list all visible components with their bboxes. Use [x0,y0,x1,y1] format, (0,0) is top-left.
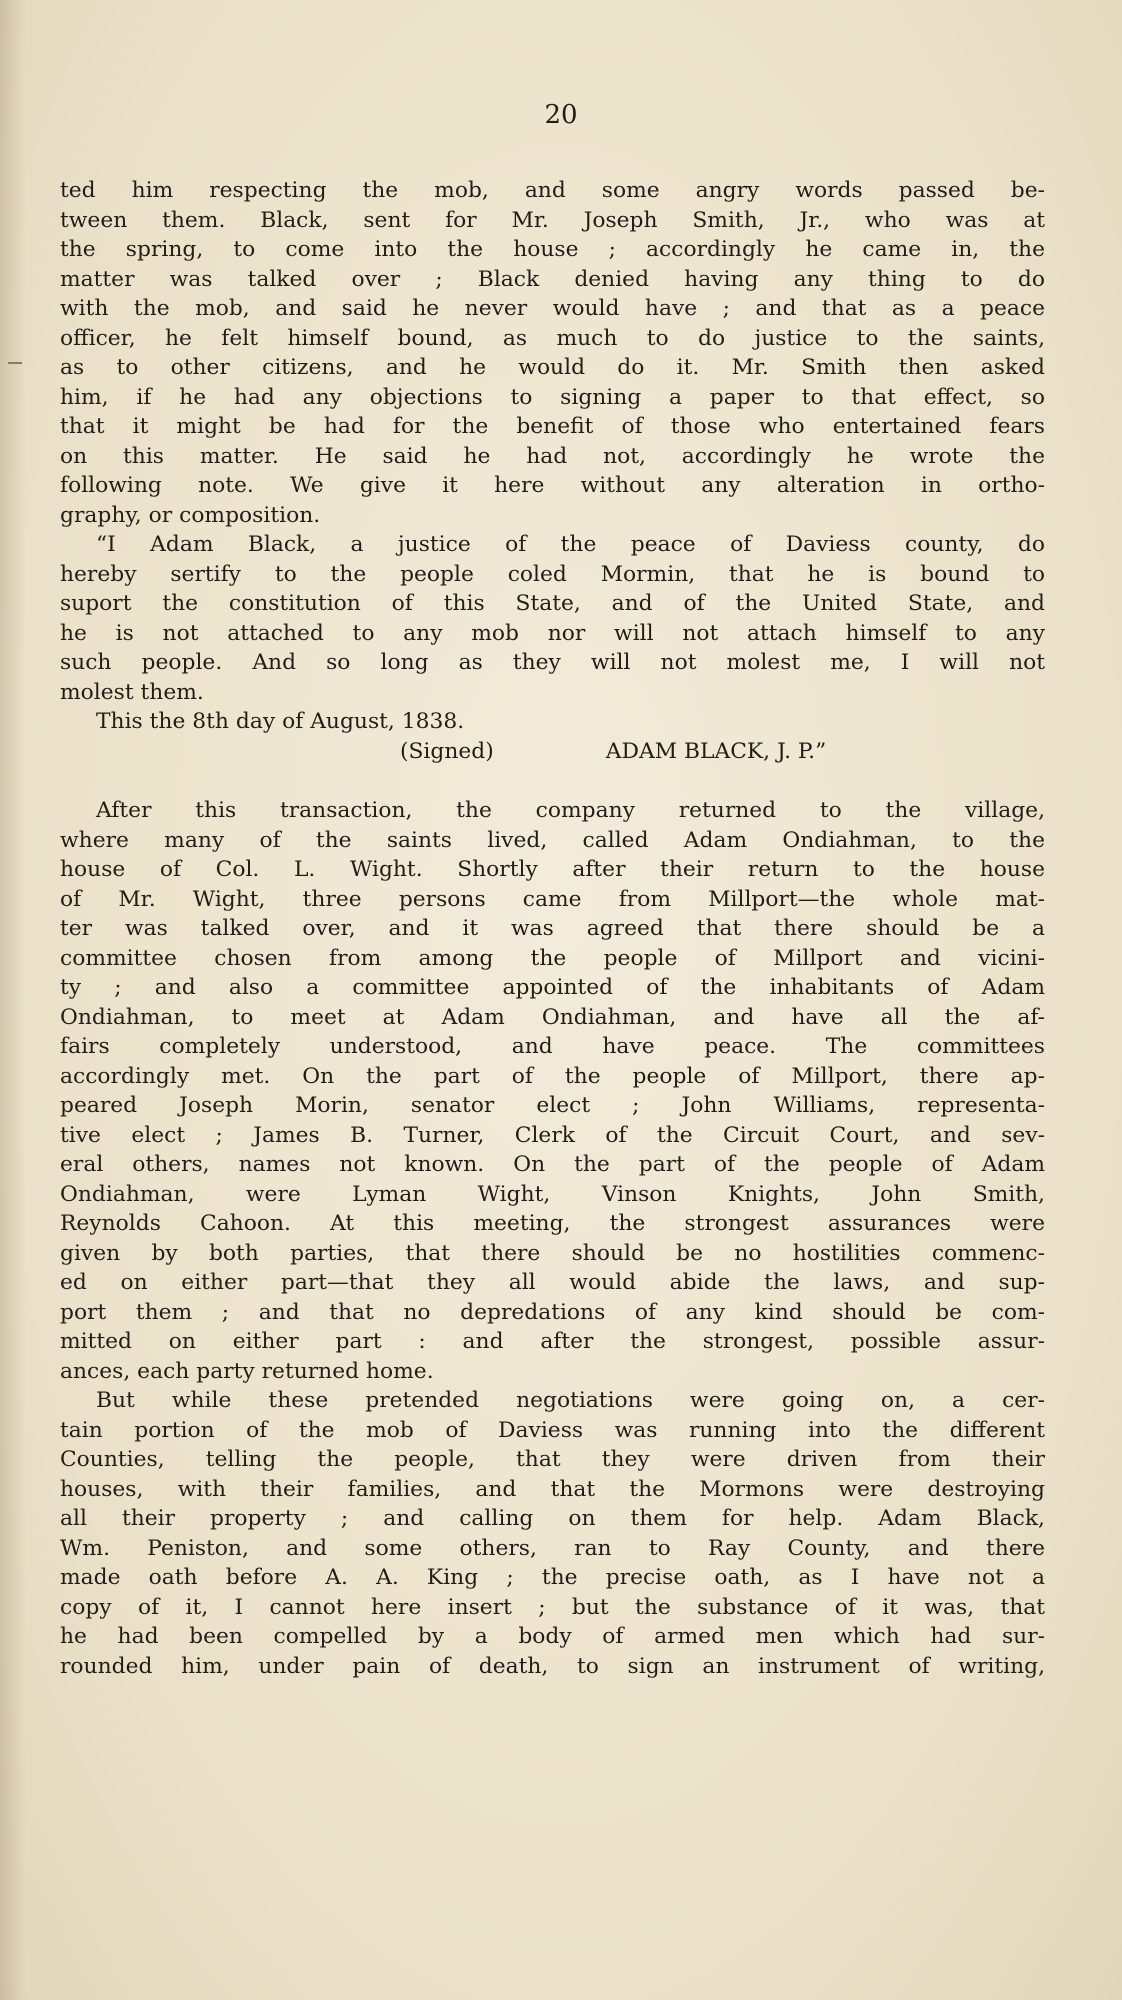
text-line: rounded him, under pain of death, to sign an instrument of writing, [60,1653,1045,1679]
text-line: ted him respecting the mob, and some angry words passed be- [60,178,1045,203]
text-line: ed on either part—that they all would abide the laws, and sup- [60,1270,1045,1295]
text-line: all their property ; and calling on them for help. Adam Black, [60,1506,1045,1531]
text-line: of Mr. Wight, three persons came from Millport—the whole mat- [60,886,1045,912]
paragraph-body [60,796,1045,1386]
text-line: But while these pretended negotiations were going on, a cer- [96,1388,1045,1413]
text-line: accordingly met. On the part of the people of Millport, there ap- [60,1063,1045,1089]
text-line: hereby sertify to the people coled Mormin, that he is bound to [60,561,1045,587]
text-line: After this transaction, the company returned to the village, [96,798,1045,823]
paragraph-quoted-note [60,530,1045,707]
text-line: copy of it, I cannot here insert ; but the substance of it was, that [60,1594,1045,1620]
text-line: him, if he had any objections to signing a paper to that effect, so [60,384,1045,410]
paragraph-continuation [60,176,1045,530]
text-line: This the 8th day of August, 1838. [96,709,465,734]
text-line: given by both parties, that there should be no hostilities commenc- [60,1240,1045,1266]
note-date [60,707,1045,737]
text-line: molest them. [60,679,204,705]
text-line: house of Col. L. Wight. Shortly after their return to the house [60,857,1045,882]
text-line: houses, with their families, and that the Mormons were destroying [60,1476,1045,1502]
text-line: mitted on either part : and after the strongest, possible assur- [60,1329,1045,1354]
page-number: 20 [544,100,578,130]
paragraph-body [60,1386,1045,1681]
text-line: ty ; and also a committee appointed of the inhabitants of Adam [60,975,1045,1000]
text-line: suport the constitution of this State, and of the United State, and [60,591,1045,616]
text-line: Ondiahman, to meet at Adam Ondiahman, and have all the af- [60,1004,1045,1030]
signer-name: ADAM BLACK, J. P.” [605,738,827,764]
text-line: eral others, names not known. On the part of the people of Adam [60,1152,1045,1177]
text-line: he had been compelled by a body of armed men which had sur- [60,1624,1045,1649]
text-line: tween them. Black, sent for Mr. Joseph Smith, Jr., who was at [60,207,1045,233]
text-line: graphy, or composition. [60,502,321,528]
text-line: Counties, telling the people, that they were driven from their [60,1447,1045,1472]
text-line: with the mob, and said he never would have ; and that as a peace [60,296,1045,321]
text-line: Reynolds Cahoon. At this meeting, the strongest assurances were [60,1211,1045,1236]
text-line: where many of the saints lived, called Adam Ondiahman, to the [60,827,1045,853]
text-line: such people. And so long as they will not molest me, I will not [60,650,1045,675]
text-line: ter was talked over, and it was agreed that there should be a [60,916,1045,941]
binding-shadow [0,0,26,2000]
text-line: following note. We give it here without any alteration in ortho- [60,473,1045,498]
text-line: that it might be had for the benefit of those who entertained fears [60,414,1045,439]
text-line: ances, each party returned home. [60,1358,434,1384]
text-line: the spring, to come into the house ; accordingly he came in, the [60,237,1045,262]
text-line: officer, he felt himself bound, as much to do justice to the saints, [60,325,1045,351]
page-text [60,176,1045,1681]
text-line: matter was talked over ; Black denied having any thing to do [60,266,1045,292]
note-signature [60,737,1045,767]
text-line: “I Adam Black, a justice of the peace of Daviess county, do [96,532,1045,557]
text-line: tain portion of the mob of Daviess was running into the different [60,1417,1045,1443]
text-line: he is not attached to any mob nor will not attach himself to any [60,620,1045,646]
signed-label: (Signed) [400,738,494,764]
text-line: Ondiahman, were Lyman Wight, Vinson Knights, John Smith, [60,1181,1045,1207]
text-line: on this matter. He said he had not, accordingly he wrote the [60,443,1045,469]
text-line: committee chosen from among the people of Millport and vicini- [60,945,1045,971]
margin-mark [8,362,22,364]
text-line: fairs completely understood, and have peace. The committees [60,1034,1045,1059]
text-line: Wm. Peniston, and some others, ran to Ray County, and there [60,1535,1045,1561]
text-line: tive elect ; James B. Turner, Clerk of the Circuit Court, and sev- [60,1122,1045,1148]
text-line: made oath before A. A. King ; the precise oath, as I have not a [60,1565,1045,1590]
text-line: as to other citizens, and he would do it. Mr. Smith then asked [60,355,1045,380]
text-line: peared Joseph Morin, senator elect ; John Williams, representa- [60,1093,1045,1118]
text-line: port them ; and that no depredations of any kind should be com- [60,1299,1045,1325]
